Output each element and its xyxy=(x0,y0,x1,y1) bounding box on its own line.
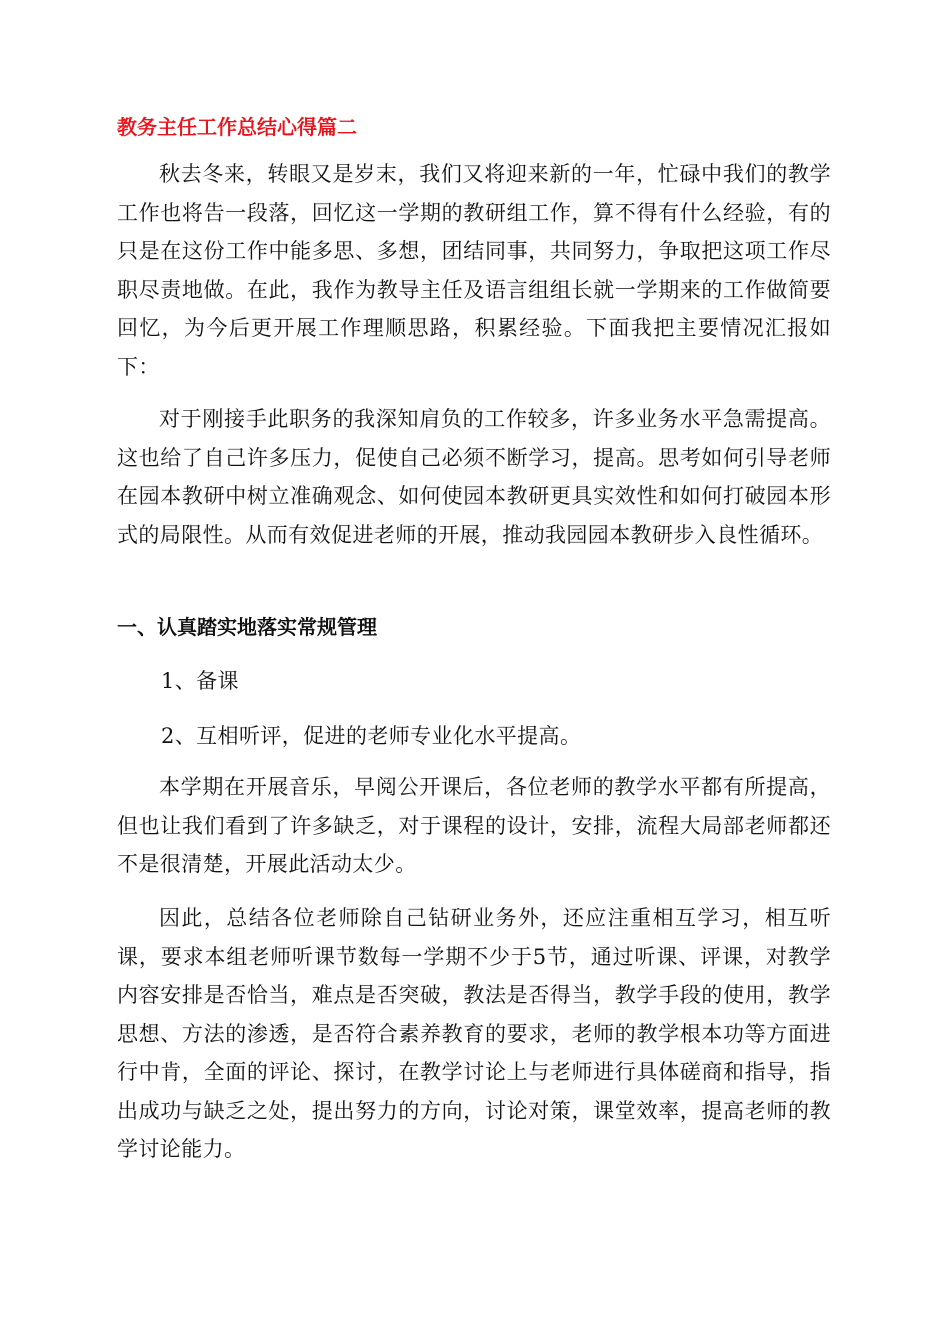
paragraph-semester-review: 本学期在开展音乐，早阅公开课后，各位老师的教学水平都有所提高，但也让我们看到了许多缺乏，对于课程的设计，安排，流程大局部老师都还不是很清楚，开展此活动太少。 xyxy=(117,775,831,876)
paragraph-responsibility: 对于刚接手此职务的我深知肩负的工作较多，许多业务水平急需提高。这也给了自己许多压力，促使自己必须不断学习，提高。思考如何引导老师在园本教研中树立准确观念、如何使园本教研更具实效性和如何打破园本形式的局限性。从而有效促进老师的开展，推动我园园本教研步入良性循环。 xyxy=(117,407,831,547)
document-title: 教务主任工作总结心得篇二 xyxy=(117,115,357,139)
list-item-lesson-prep: 1、备课 xyxy=(161,669,239,693)
section-heading: 一、认真踏实地落实常规管理 xyxy=(117,615,377,639)
list-item-peer-review: 2、互相听评，促进的老师专业化水平提高。 xyxy=(161,724,582,748)
paragraph-conclusion: 因此，总结各位老师除自己钻研业务外，还应注重相互学习，相互听课，要求本组老师听课节数每一学期不少于5节，通过听课、评课，对教学内容安排是否恰当，难点是否突破，教法是否得当，教学手段的使用，教学思想、方法的渗透，是否符合素养教育的要求，老师的教学根本功等方面进行中肯，全面的评论、探讨，在教学讨论上与老师进行具体磋商和指导，指出成功与缺乏之处，提出努力的方向，讨论对策，课堂效率，提高老师的教学讨论能力。 xyxy=(117,906,831,1161)
paragraph-intro: 秋去冬来，转眼又是岁末，我们又将迎来新的一年，忙碌中我们的教学工作也将告一段落，回忆这一学期的教研组工作，算不得有什么经验，有的只是在这份工作中能多思、多想，团结同事，共同努力，争取把这项工作尽职尽责地做。在此，我作为教导主任及语言组组长就一学期来的工作做简要回忆，为今后更开展工作理顺思路，积累经验。下面我把主要情况汇报如下： xyxy=(117,162,831,379)
